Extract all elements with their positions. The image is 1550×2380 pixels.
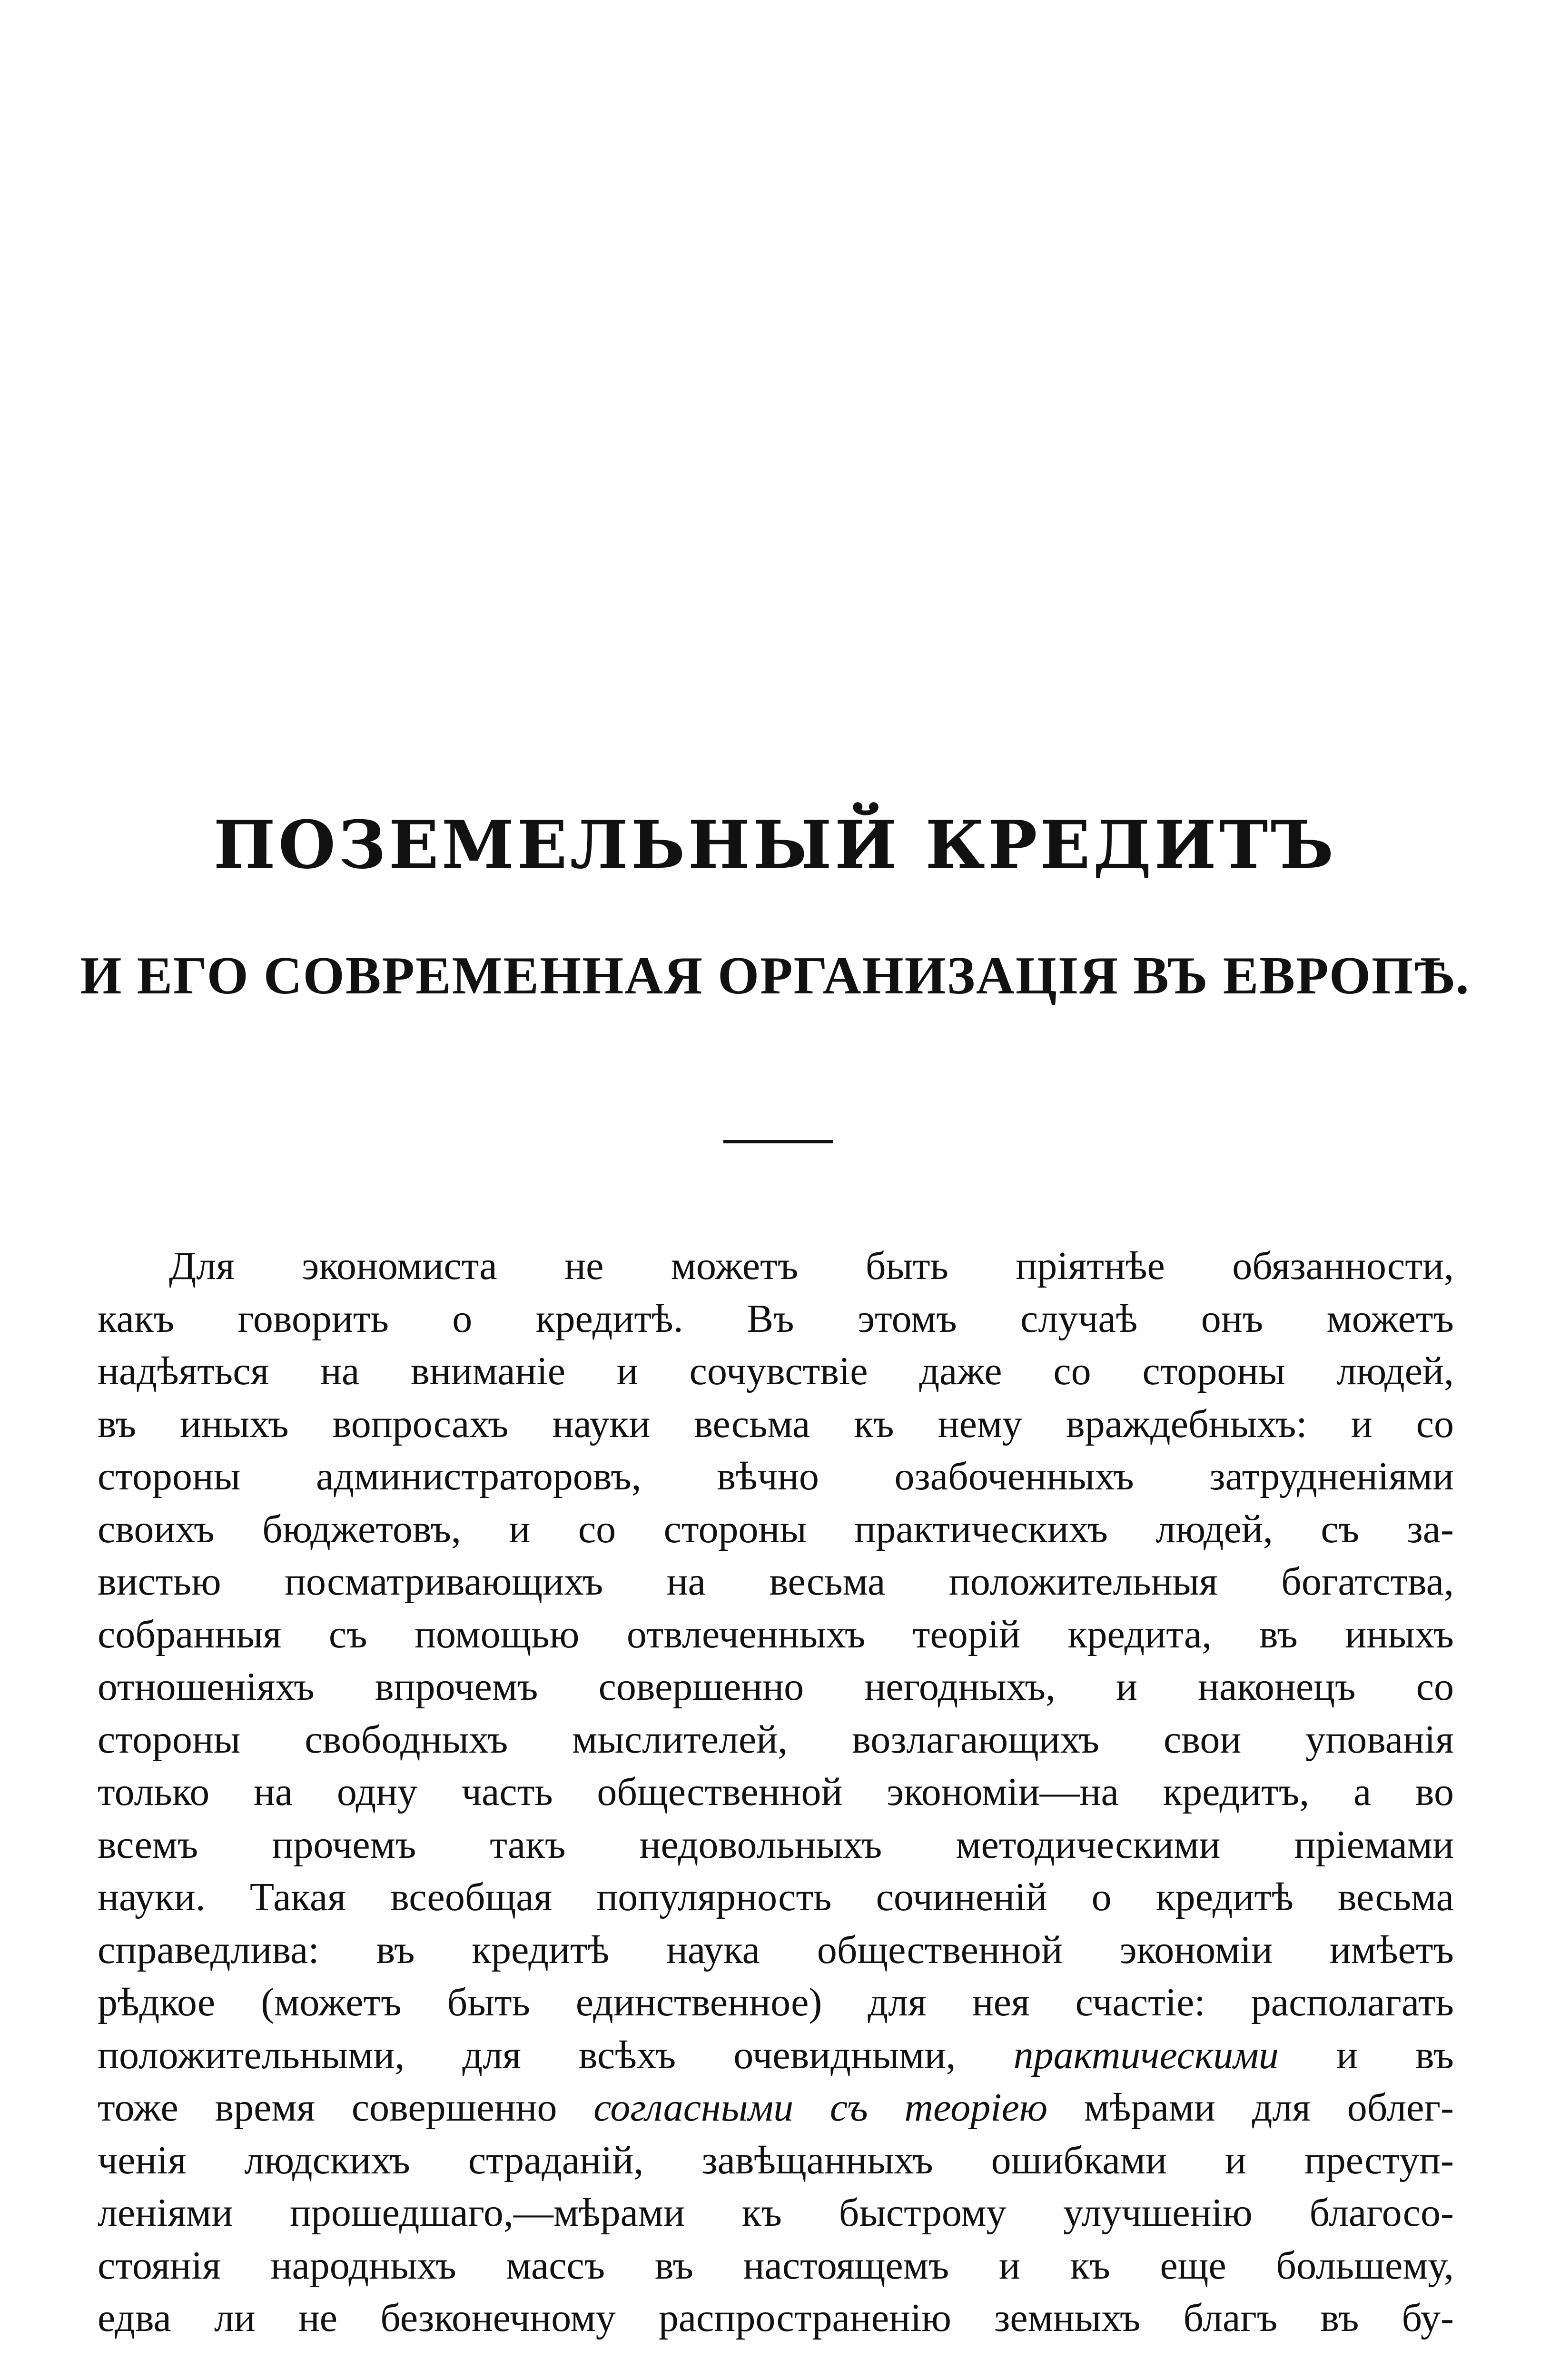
chapter-subtitle: И ЕГО СОВРЕМЕННАЯ ОРГАНИЗАЦІЯ ВЪ ЕВРОПѢ. [80,946,1470,1005]
text-line: стоянія народныхъ массъ въ настоящемъ и къ еще большему, [98,2243,1454,2288]
body-paragraph [98,1240,1454,2345]
text-line: леніями прошедшаго,—мѣрами къ быстрому улучшенію благосо- [98,2191,1454,2235]
text-line: ченія людскихъ страданій, завѣщанныхъ ошибками и преступ- [98,2138,1454,2182]
text-line-with-italic [98,2029,1454,2082]
italic-emphasis: практическими [1013,2033,1279,2077]
text-line: науки. Такая всеобщая популярность сочиненій о кредитѣ весьма [98,1875,1454,1919]
text-segment: положительными, для всѣхъ очевидными, [98,2033,1014,2077]
text-line: стороны свободныхъ мыслителей, возлагающихъ свои упованія [98,1717,1454,1762]
text-line: справедлива: въ кредитѣ наука общественной экономіи имѣетъ [98,1927,1454,1972]
text-line: только на одну часть общественной экономіи—на кредитъ, а во [98,1770,1454,1814]
text-segment: и въ [1278,2033,1454,2077]
text-line: надѣяться на вниманіе и сочувствіе даже со стороны людей, [98,1349,1454,1393]
text-segment: тоже время совершенно [98,2085,594,2130]
text-line-with-italic [98,2082,1454,2134]
chapter-title: ПОЗЕМЕЛЬНЫЙ КРЕДИТЪ [213,806,1337,883]
text-line: своихъ бюджетовъ, и со стороны практическихъ людей, съ за- [98,1507,1454,1551]
text-line: рѣдкое (можетъ быть единственное) для нея счастіе: располагать [98,1980,1454,2024]
text-line: собранныя съ помощью отвлеченныхъ теорій кредита, въ иныхъ [98,1612,1454,1656]
italic-emphasis: согласными съ теоріею [593,2085,1048,2130]
text-line: какъ говорить о кредитѣ. Въ этомъ случаѣ онъ можетъ [98,1296,1454,1341]
text-line: отношеніяхъ впрочемъ совершенно негодныхъ, и наконецъ со [98,1665,1454,1709]
title-divider [723,1140,833,1143]
text-line: вистью посматривающихъ на весьма положительныя богатства, [98,1559,1454,1604]
text-line: Для экономиста не можетъ быть пріятнѣе обязанности, [169,1244,1454,1288]
text-line: въ иныхъ вопросахъ науки весьма къ нему враждебныхъ: и со [98,1401,1454,1446]
text-line: стороны администраторовъ, вѣчно озабоченныхъ затрудненіями [98,1454,1454,1498]
text-line: едва ли не безконечному распространенію земныхъ благъ въ бу- [98,2296,1454,2340]
text-segment: мѣрами для облег- [1047,2085,1454,2130]
text-line: всемъ прочемъ такъ недовольныхъ методическими пріемами [98,1822,1454,1867]
